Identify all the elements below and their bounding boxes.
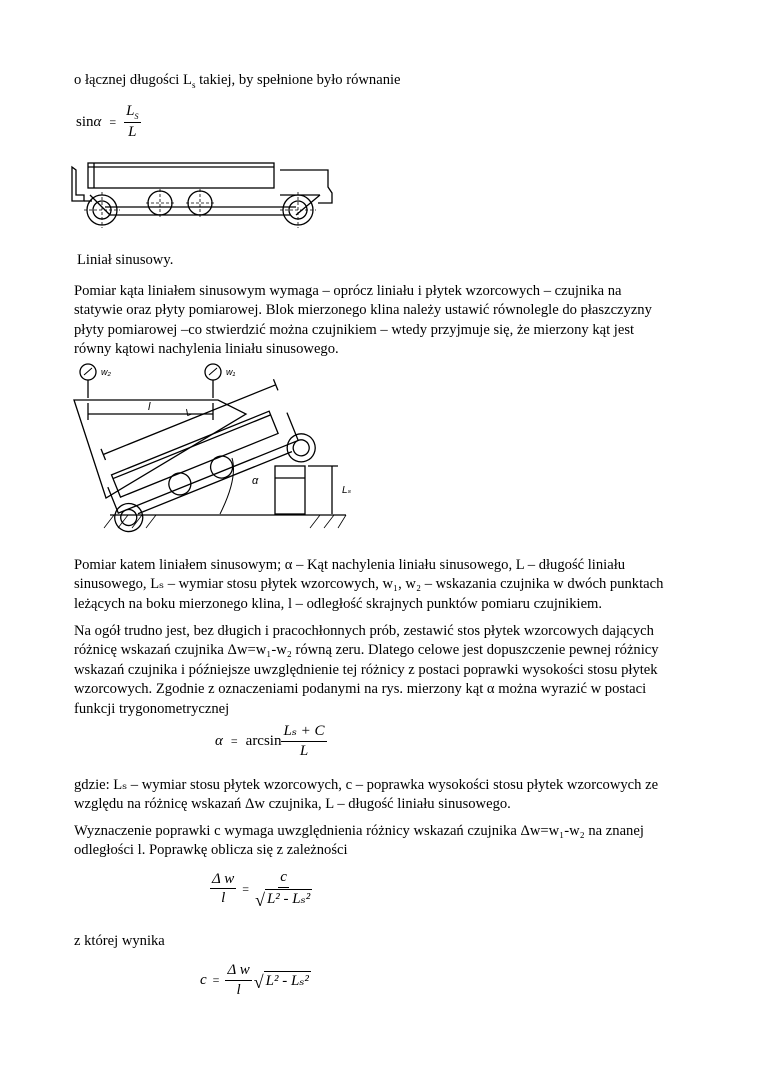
fraction: c √ L² - Lₛ² [255,869,311,910]
square-root: √ L² - Lₛ² [255,889,311,910]
paragraph-where: gdzie: Lₛ – wymiar stosu płytek wzorcowych, c – poprawka wysokości stosu płytek wzorcowych ze względu na różnicę wskazań Δw czujnika, L – długość liniału sinusowego. [74,777,659,813]
paragraph-correction: Wyznaczenie poprawki c wymaga uwzględnienia różnicy wskazań czujnika Δw=w₁-w₂ na znanej odległości l. Poprawkę oblicza się z zależności [74,823,644,859]
equation-alpha-arcsin: α = arcsin $\frac{\text{Lₛ + C}}{L}$ [215,723,325,759]
square-root: √ L² - Lₛ² [253,971,309,992]
measurement-setup-figure [70,358,360,548]
label-L: L [184,406,194,420]
equation-c: c = $\frac{\text{Δ w}}{l}$ √ L² - Lₛ² [200,962,309,998]
label-w1: w₁ [226,367,236,377]
fraction: $\frac{\text{Δ w}}{l}$ [227,962,250,998]
sine-bar-figure [70,155,345,240]
paragraph-indicator-difference: Na ogół trudno jest, bez długich i pracochłonnych prób, zestawić stos płytek wzorcowych dających różnicę wskazań czujnika Δw=w₁-w₂ równą zeru. Dlatego celowe jest dopuszczenie pewnej różnicy wskazań czujnika i późniejsze uwzględnienie tej różnicy z postaci poprawki wysokości stosu płytek wzorcowych. Zgodnie z oznaczeniami podanymi na rys. mierzony kąt α można wyrazić w postaci funkcji trygonometrycznej [74,623,659,717]
figure-caption-measurement: Pomiar katem liniałem sinusowym; α – Kąt nachylenia liniału sinusowego, L – długość liniału sinusowego, Lₛ – wymiar stosu płytek wzorcowych, w₁, w₂ – wskazania czujnika w dwóch punktach leżących na boku mierzonego klina, l – odległość skrajnych punktów pomiaru czujnikiem. [74,557,664,612]
fraction: $\frac{\text{Δ w}}{l}$ [212,870,235,907]
label-w2: w₂ [101,367,111,377]
equation-sin-alpha: sin α = $\frac{L_S}{L}$ [76,103,139,141]
label-l: l [148,401,151,413]
intro-line: o łącznej długości $L_s$ takiej, by spełnione było równanie [74,72,401,90]
label-alpha: α [252,475,259,487]
fraction: $\frac{L_S}{L}$ [126,103,139,141]
equation-dw-over-l: $\frac{\text{Δ w}}{l}$ = c √ L² - Lₛ² [212,869,311,910]
figure-caption-sine-bar: Liniał sinusowy. [77,252,174,268]
subscript-s: s [191,79,196,90]
fraction: $\frac{\text{Lₛ + C}}{L}$ [283,723,325,759]
paragraph-measurement-description: Pomiar kąta liniałem sinusowym wymaga – oprócz liniału i płytek wzorcowych – czujnika na statywie oraz płyty pomiarowej. Blok mierzonego klina należy ustawić równolegle do płaszczyzny płyty pomiarowej –co stwierdzić można czujnikiem – wtedy przyjmuje się, że mierzony kąt jest równy kątowi nachylenia liniału sinusowego. [74,283,652,358]
paragraph-from-which: z której wynika [74,933,165,949]
label-Ls: Lₛ [342,485,352,496]
